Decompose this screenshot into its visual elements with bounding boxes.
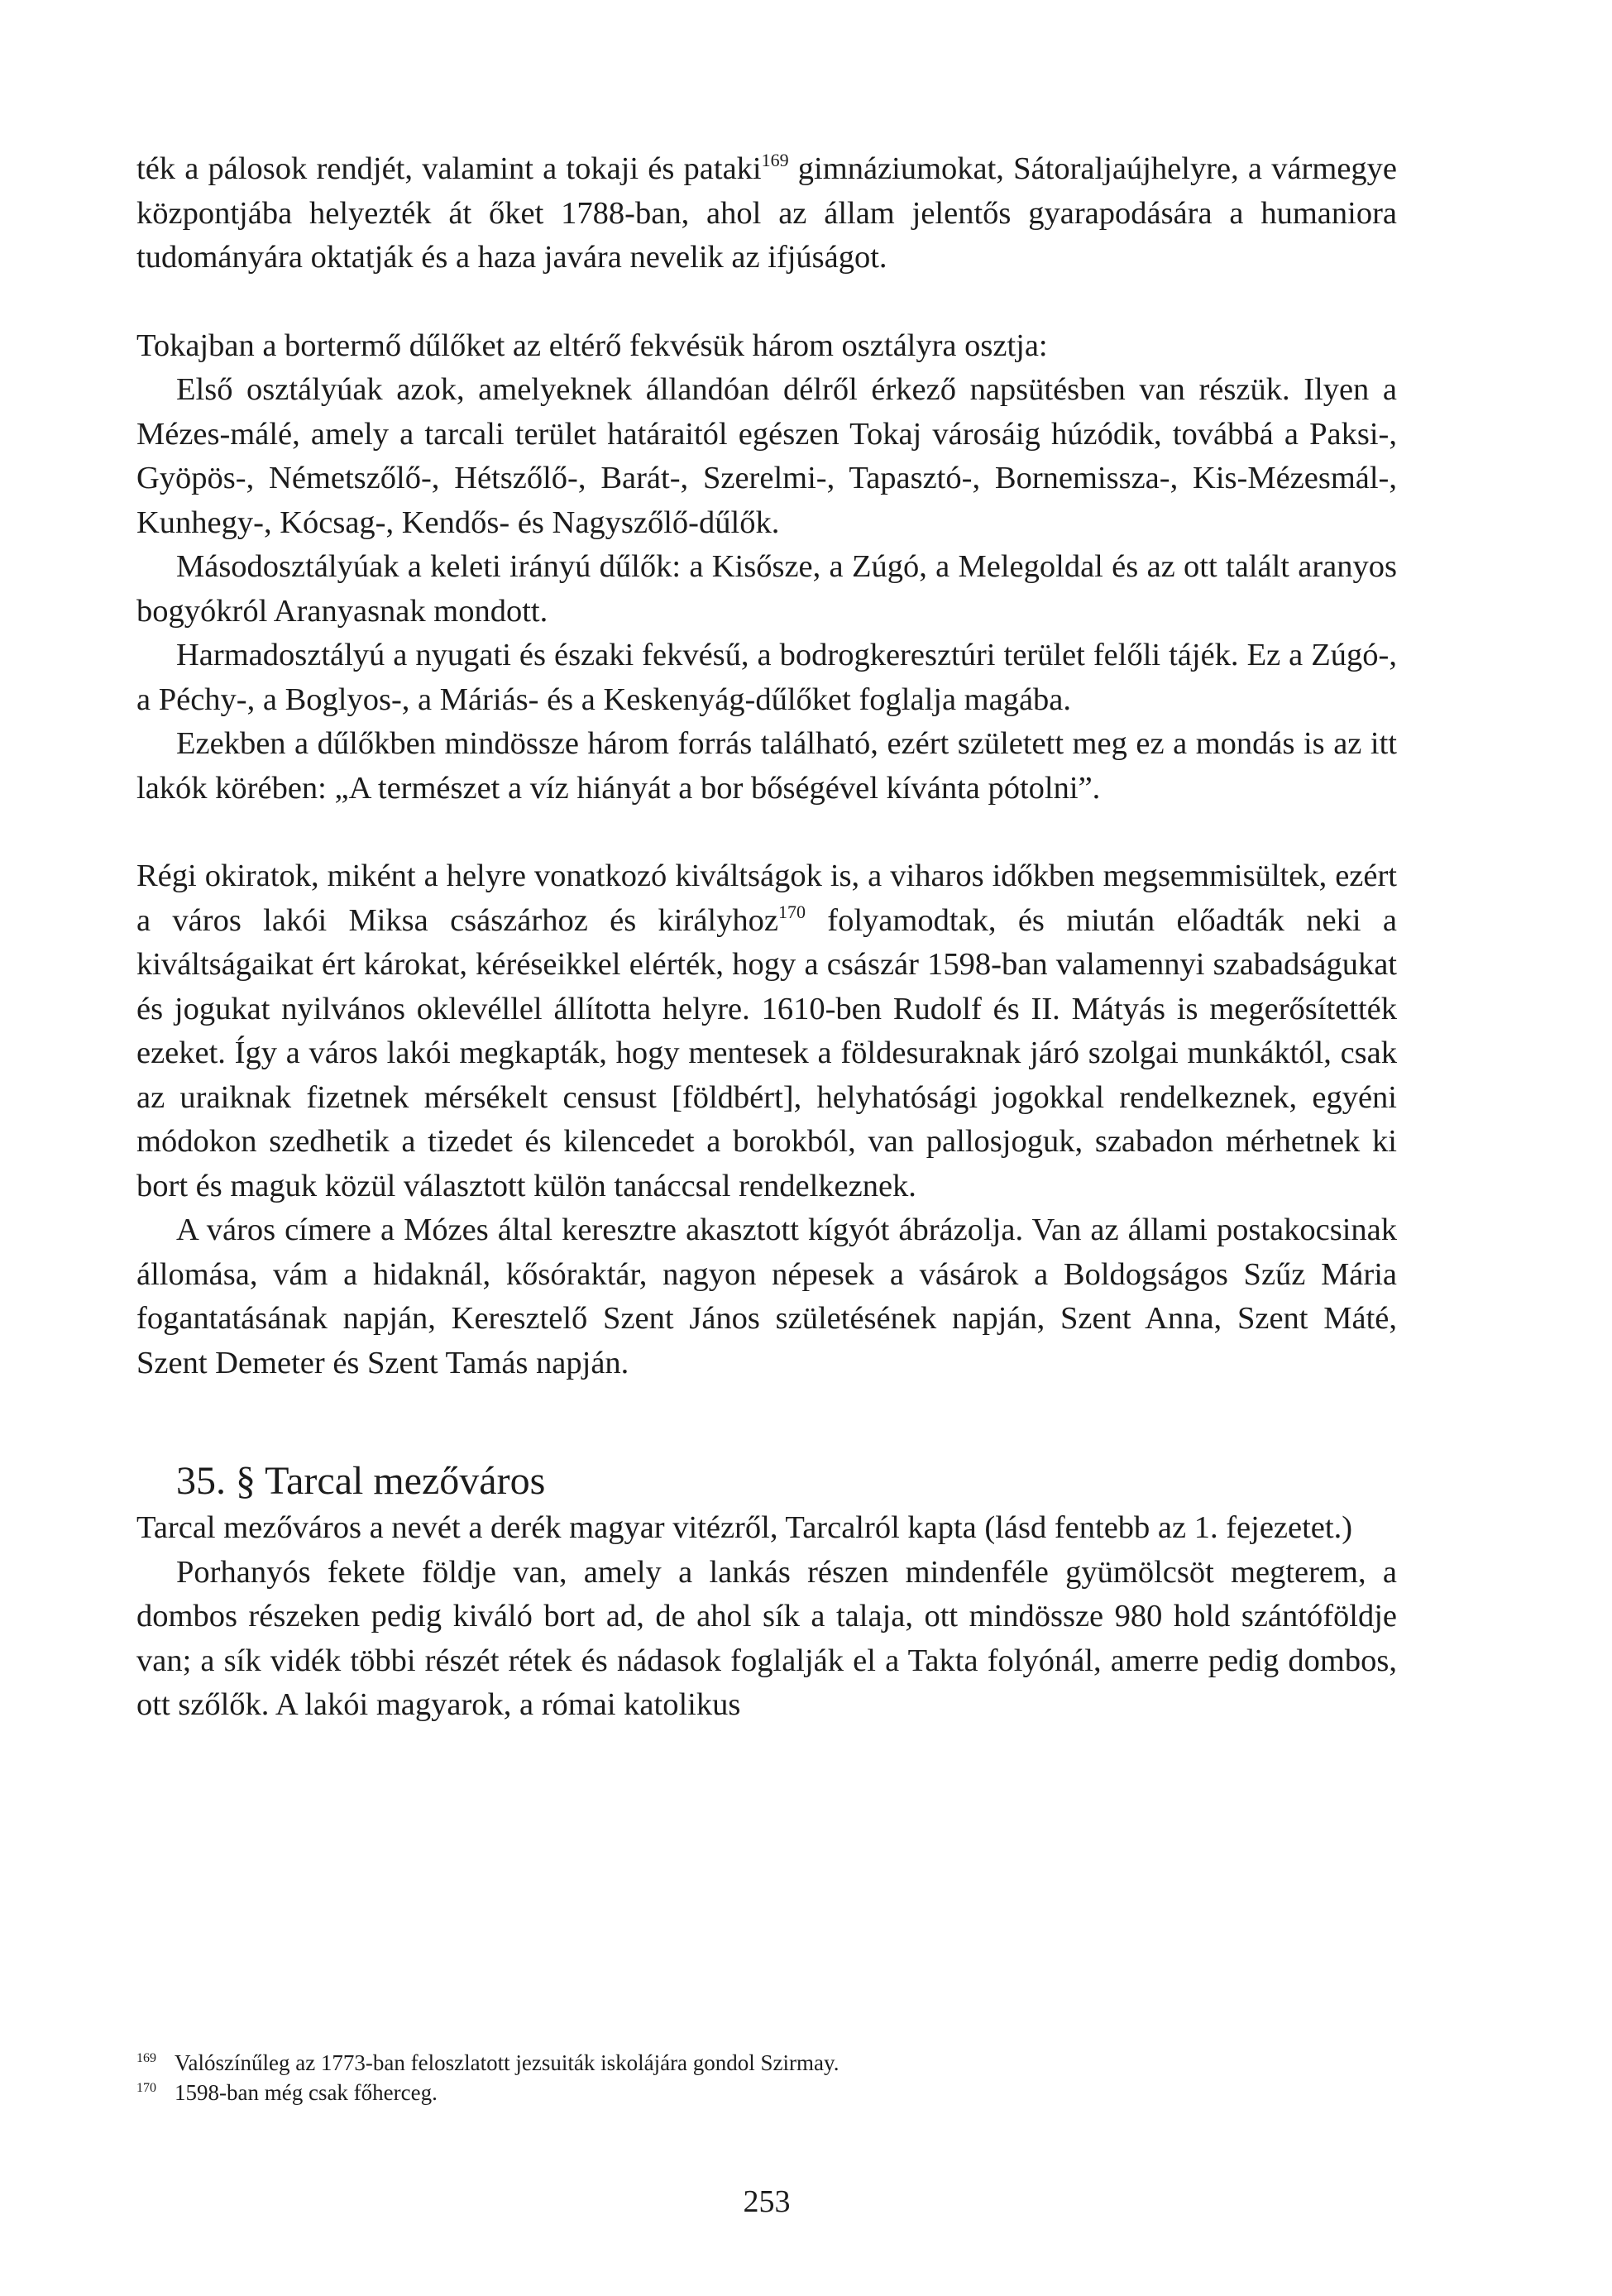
footnote-ref-169: 169: [761, 150, 789, 170]
paragraph-2: Tokajban a bortermő dűlőket az eltérő fekvésük három osztályra osztja:: [136, 328, 1048, 363]
footnote-ref-170: 170: [777, 901, 806, 922]
footnote-text: 1598-ban még csak főherceg.: [175, 2080, 438, 2105]
paragraph-1: [136, 147, 1397, 280]
paragraph-4: Másodosztályúak a keleti irányú dűlők: a Kisősze, a Zúgó, a Melegoldal és az ott talált aranyos bogyókról Aranyasnak mondott.: [136, 549, 1397, 629]
paragraph-9: Tarcal mezőváros a nevét a derék magyar vitézről, Tarcalról kapta (lásd fentebb az 1. fejezetet.): [136, 1510, 1353, 1545]
section-heading: 35. § Tarcal mezőváros: [176, 1459, 546, 1503]
footnote-mark: 169: [136, 2051, 156, 2065]
paragraph-7-text-a: Régi okiratok, miként a helyre vonatkozó kiváltságok is, a viharos időkben megsemmisültek, ezért a város lakói Miksa császárhoz és királyhoz: [136, 859, 1397, 938]
footnote-169: [136, 2048, 1397, 2078]
page-body: [136, 147, 1397, 1728]
paragraph-3: Első osztályúak azok, amelyeknek állandóan délről érkező napsütésben van részük. Ilyen a Mézes-málé, amely a tarcali terület határaitól egészen Tokaj városáig húzódik, továbbá a Paksi-, Gyöpös-, Németszőlő-, Hétszőlő-, Barát-, Szerelmi-, Tapasztó-, Bornemissza-, Kis-Mézesmál-, Kunhegy-, Kócsag-, Kendős- és Nagyszőlő-dűlők.: [136, 372, 1397, 540]
spacer: [136, 811, 1397, 854]
paragraph-5: Harmadosztályú a nyugati és északi fekvésű, a bodrogkeresztúri terület felőli tájék. Ez a Zúgó-, a Péchy-, a Boglyos-, a Máriás- és a Keskenyág-dűlőket foglalja magába.: [136, 638, 1397, 717]
paragraph-8: A város címere a Mózes által keresztre akasztott kígyót ábrázolja. Van az állami postakocsinak állomása, vám a hidaknál, kősóraktár, nagyon népesek a vásárok a Boldogságos Szűz Mária fogantatásának napján, Keresztelő Szent János születésének napján, Szent Anna, Szent Máté, Szent Demeter és Szent Tamás napján.: [136, 1213, 1397, 1380]
spacer: [136, 280, 1397, 324]
spacer: [136, 1385, 1397, 1457]
footnote-text: Valószínűleg az 1773-ban feloszlatott jezsuiták iskolájára gondol Szirmay.: [175, 2050, 839, 2075]
paragraph-1-text-a: ték a pálosok rendjét, valamint a tokaji és pataki: [136, 151, 762, 186]
footnote-170: [136, 2078, 1397, 2107]
page-number: 253: [743, 2184, 791, 2219]
paragraph-7: [136, 854, 1397, 1208]
paragraph-1-text-b: gimnáziumokat, Sátoraljaújhelyre, a vármegye központjába helyezték át őket 1788-ban, ahol az állam jelentős gyarapodására a humaniora tudományára oktatják és a haza javára nevelik az ifjúságot.: [136, 151, 1397, 275]
paragraph-7-text-b: folyamodtak, és miután előadták neki a kiváltságaikat ért károkat, kéréseikkel elérték, hogy a császár 1598-ban valamennyi szabadságukat és jogukat nyilvános oklevéllel állította helyre. 1610-ben Rudolf és II. Mátyás is megerősítették ezeket. Így a város lakói megkapták, hogy mentesek a földesuraknak járó szolgai munkáktól, csak az uraiknak fizetnek mérsékelt censust [földbért], helyhatósági jogokkal rendelkeznek, egyéni módokon szedhetik a tizedet és kilencedet a borokból, van pallosjoguk, szabadon mérhetnek ki bort és maguk közül választott külön tanáccsal rendelkeznek.: [136, 902, 1397, 1203]
paragraph-10: Porhanyós fekete földje van, amely a lankás részen mindenféle gyümölcsöt megterem, a dombos részeken pedig kiváló bort ad, de ahol sík a talaja, ott mindössze 980 hold szántóföldje van; a sík vidék többi részét rétek és nádasok foglalják el a Takta folyónál, amerre pedig dombos, ott szőlők. A lakói magyarok, a római katolikus: [136, 1554, 1397, 1722]
footnotes: [136, 2048, 1397, 2107]
paragraph-6: Ezekben a dűlőkben mindössze három forrás található, ezért született meg ez a mondás is az itt lakók körében: „A természet a víz hiányát a bor bőségével kívánta pótolni”.: [136, 726, 1397, 806]
footnote-mark: 170: [136, 2081, 156, 2095]
